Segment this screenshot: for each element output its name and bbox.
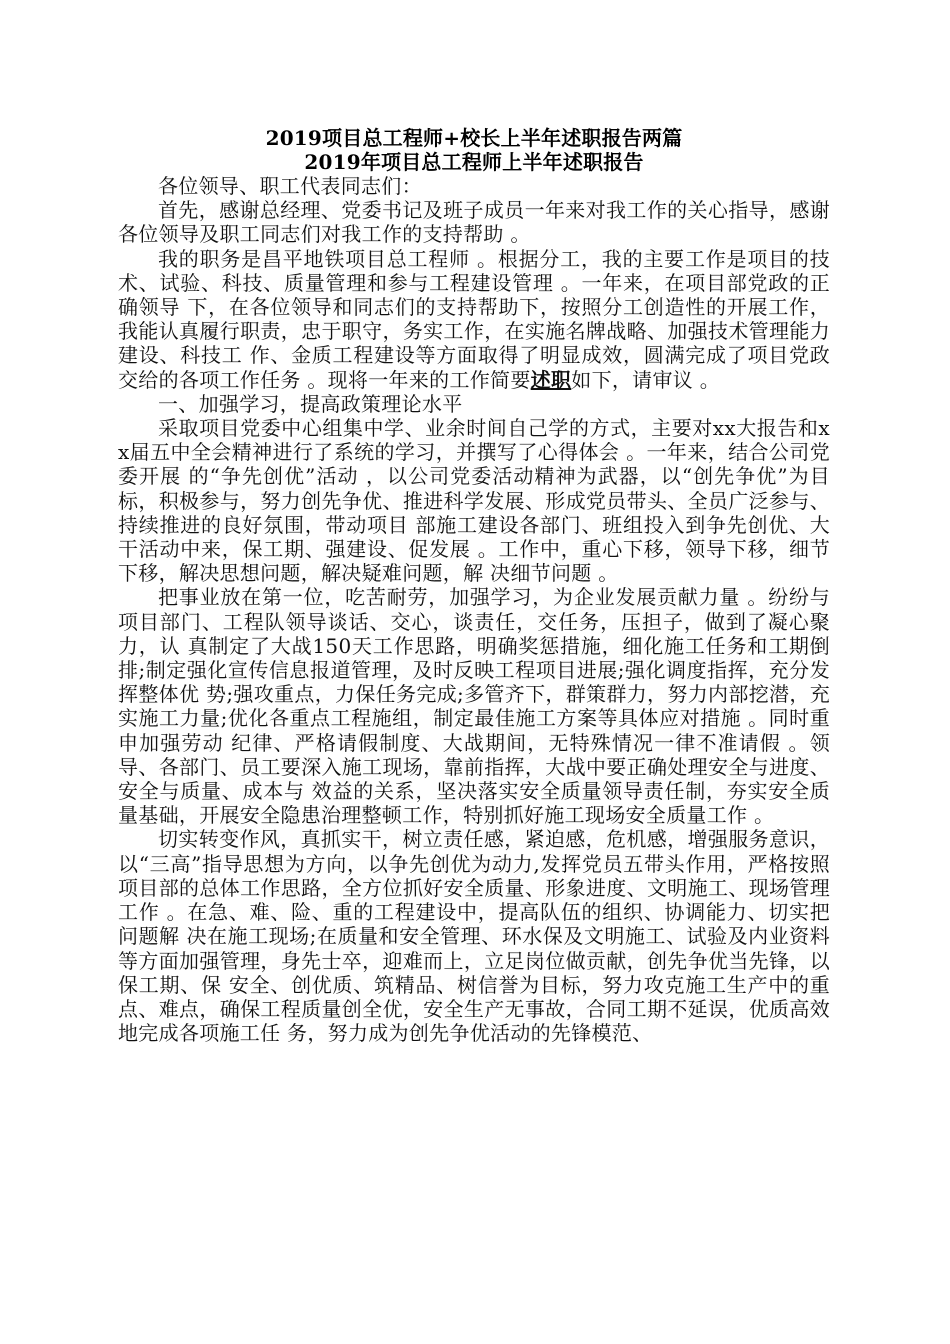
greeting: 各位领导、职工代表同志们：: [158, 174, 422, 198]
paragraph-style: 切实转变作风，真抓实干，树立责任感，紧迫感，危机感，增强服务意识，以“三高”指导思想为方向，以争先创优为动力,发挥党员五带头作用，严格按照 项目部的总体工作思路，全方位抓好安全质量、形象进度、文明施工、现场管理工作 。在急、难、险、重的工程建设中，提高队伍的组织、协调能力、切实把问题解 决在施工现场;在质量和安全管理、环水保及文明施工、试验及内业资料等方面加强管理，身先士卒，迎难而上，立足岗位做贡献，创先争优当先锋，以保工期、保 安全、创优质、筑精品、树信誉为目标，努力攻克施工生产中的重点、难点，确保工程质量创全优，安全生产无事故，合同工期不延误，优质高效地完成各项施工任 务，努力成为创先争优活动的先锋模范、: [118, 827, 830, 1046]
report-keyword-link[interactable]: 述职: [530, 367, 572, 392]
paragraph-duties: [118, 247, 830, 392]
paragraph-career: 把事业放在第一位，吃苦耐劳，加强学习，为企业发展贡献力量 。纷纷与项目部门、工程队领导谈话、交心，谈责任，交任务，压担子，做到了凝心聚力，认 真制定了大战150天工作思路，明确奖惩措施，细化施工任务和工期倒排;制定强化宣传信息报道管理，及时反映工程项目进展;强化调度指挥，充分发挥整体优 势;强攻重点，力保任务完成;多管齐下，群策群力，努力内部挖潜，充实施工力量;优化各重点工程施组，制定最佳施工方案等具体应对措施 。同时重申加强劳动 纪律、严格请假制度、大战期间，无特殊情况一律不准请假 。领导、各部门、员工要深入施工现场，靠前指挥，大战中要正确处理安全与进度、安全与质量、成本与 效益的关系，坚决落实安全质量领导责任制，夯实安全质量基础，开展安全隐患治理整顿工作，特别抓好施工现场安全质量工作 。: [118, 585, 830, 828]
document-title: 2019项目总工程师+校长上半年述职报告两篇: [265, 126, 683, 150]
paragraph-duties-end: 如下，请审议 。: [571, 367, 721, 392]
paragraph-duties-text: 我的职务是昌平地铁项目总工程师 。根据分工，我的主要工作是项目的技术、试验、科技、质量管理和参与工程建设管理 。一年来，在项目部党政的正确领导 下，在各位领导和同志们的支持帮助下，按照分工创造性的开展工作，我能认真履行职责，忠于职守，务实工作，在实施名牌战略、加强技术管理能力建设、科技工 作、金质工程建设等方面取得了明显成效，圆满完成了项目党政交给的各项工作任务 。现将一年来的工作简要: [118, 246, 830, 392]
paragraph-thanks: 首先，感谢总经理、党委书记及班子成员一年来对我工作的关心指导，感谢各位领导及职工同志们对我工作的支持帮助 。: [118, 198, 830, 247]
document-body: [118, 126, 830, 1045]
section-heading-study: 一、加强学习，提高政策理论水平: [158, 391, 463, 416]
document-subtitle: 2019年项目总工程师上半年述职报告: [304, 150, 644, 174]
paragraph-study: 采取项目党委中心组集中学、业余时间自己学的方式，主要对xx大报告和xx届五中全会精神进行了系统的学习，并撰写了心得体会 。一年来，结合公司党委开展 的“争先创优”活动 ，以公司党委活动精神为武器，以“创先争优”为目标，积极参与，努力创先争优、推进科学发展、形成党员带头、全员广泛参与、持续推进的良好氛围，带动项目 部施工建设各部门、班组投入到争先创优、大干活动中来，保工期、强建设、促发展 。工作中，重心下移，领导下移，细节下移，解决思想问题，解决疑难问题，解 决细节问题 。: [118, 416, 830, 586]
